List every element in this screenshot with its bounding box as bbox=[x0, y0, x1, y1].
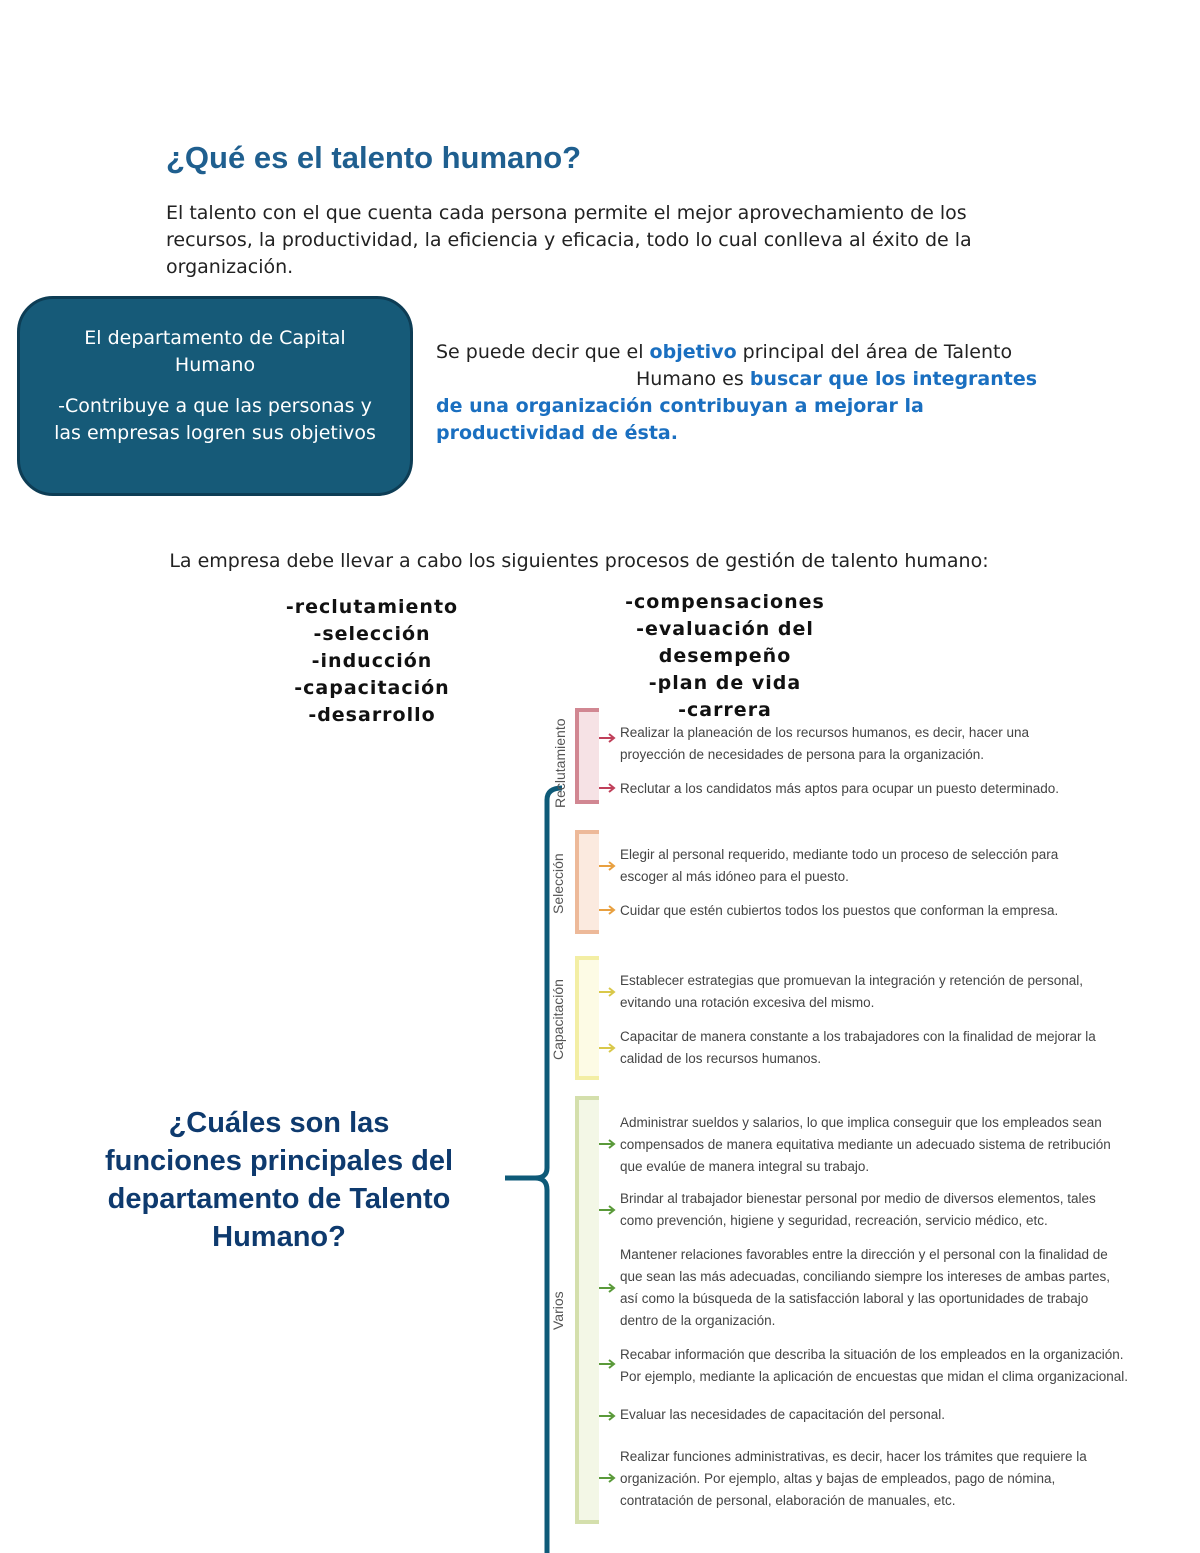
arrow-icon bbox=[599, 1412, 614, 1420]
arrow-icon bbox=[599, 1044, 614, 1052]
arrow-icon bbox=[599, 734, 614, 742]
arrow-icon bbox=[599, 784, 614, 792]
process-item: -capacitación bbox=[294, 677, 450, 699]
function-item: Realizar la planeación de los recursos humanos, es decir, hacer una proyección de necesidades de persona para la organización. bbox=[620, 725, 1029, 762]
intro-paragraph: El talento con el que cuenta cada persona permite el mejor aprovechamiento de los recursos, la productividad, la eficiencia y eficacia, todo lo cual conlleva al éxito de la organización. bbox=[166, 202, 972, 278]
arrow-icon bbox=[599, 1360, 614, 1368]
arrow-icon bbox=[599, 1284, 614, 1292]
function-item: Mantener relaciones favorables entre la dirección y el personal con la finalidad de que sean las más adecuadas, conciliando siempre los intereses de ambas partes, así como la búsqueda de la satisfacción laboral y las oportunidades de trabajo dentro de la organización. bbox=[620, 1247, 1111, 1328]
function-item: Brindar al trabajador bienestar personal por medio de diversos elementos, tales como prevención, higiene y seguridad, recreación, servicio médico, etc. bbox=[620, 1191, 1096, 1228]
processes-intro: La empresa debe llevar a cabo los siguientes procesos de gestión de talento humano: bbox=[169, 550, 989, 572]
process-item: -plan de vida bbox=[648, 672, 802, 694]
objective-keyword: objetivo bbox=[649, 341, 737, 363]
arrow-icon bbox=[599, 988, 614, 996]
function-item: Elegir al personal requerido, mediante todo un proceso de selección para escoger al más idóneo para el puesto. bbox=[620, 847, 1059, 884]
group-label-seleccion: Selección bbox=[550, 853, 566, 914]
group-label-capacitacion: Capacitación bbox=[550, 979, 566, 1060]
function-item: Administrar sueldos y salarios, lo que implica conseguir que los empleados sean compensados de manera equitativa mediante un adecuado sistema de retribución que evalúe de manera integral su trabajo. bbox=[620, 1115, 1111, 1174]
function-item: Recabar información que describa la situación de los empleados en la organización. Por ejemplo, mediante la aplicación de encuestas que midan el clima organizacional. bbox=[620, 1347, 1129, 1384]
function-item: Cuidar que estén cubiertos todos los puestos que conforman la empresa. bbox=[620, 903, 1059, 918]
group-label-varios: Varios bbox=[550, 1291, 566, 1330]
objective-text-2: principal del área de Talento bbox=[736, 341, 1013, 363]
process-item: -evaluación del desempeño bbox=[636, 618, 814, 667]
arrow-icon bbox=[599, 1474, 614, 1482]
function-item: Realizar funciones administrativas, es decir, hacer los trámites que requiere la organización. Por ejemplo, altas y bajas de empleados, pago de nómina, contratación de personal, elaboración de manuales, etc. bbox=[620, 1449, 1087, 1508]
function-item: Capacitar de manera constante a los trabajadores con la finalidad de mejorar la calidad de los recursos humanos. bbox=[620, 1029, 1096, 1066]
objective-text-1: Se puede decir que el bbox=[436, 341, 650, 363]
box-heading: El departamento de Capital Humano bbox=[84, 327, 346, 376]
arrow-icon bbox=[599, 1140, 614, 1148]
box-description: -Contribuye a que las personas y las empresas logren sus objetivos bbox=[54, 395, 376, 444]
process-item: -reclutamiento bbox=[285, 596, 459, 618]
process-item: -desarrollo bbox=[308, 704, 436, 726]
objective-highlight: buscar que los integrantes de una organización contribuyan a mejorar la productividad de ésta. bbox=[436, 368, 1038, 444]
process-item: -compensaciones bbox=[625, 591, 825, 613]
process-item: -carrera bbox=[678, 699, 772, 721]
function-item: Evaluar las necesidades de capacitación del personal. bbox=[620, 1407, 945, 1422]
objective-text-3: Humano es bbox=[636, 368, 750, 390]
arrow-icon bbox=[599, 906, 614, 914]
arrow-icon bbox=[599, 862, 614, 870]
function-item: Reclutar a los candidatos más aptos para ocupar un puesto determinado. bbox=[620, 781, 1060, 796]
process-item: -selección bbox=[313, 623, 431, 645]
arrow-icon bbox=[599, 1206, 614, 1214]
function-item: Establecer estrategias que promuevan la integración y retención de personal, evitando una rotación excesiva del mismo. bbox=[620, 973, 1084, 1010]
group-label-reclutamiento: Reclutamiento bbox=[552, 718, 568, 808]
page-title: ¿Qué es el talento humano? bbox=[166, 140, 582, 175]
process-item: -inducción bbox=[311, 650, 433, 672]
functions-question: ¿Cuáles son las funciones principales del departamento de Talento Humano? bbox=[104, 1107, 454, 1253]
